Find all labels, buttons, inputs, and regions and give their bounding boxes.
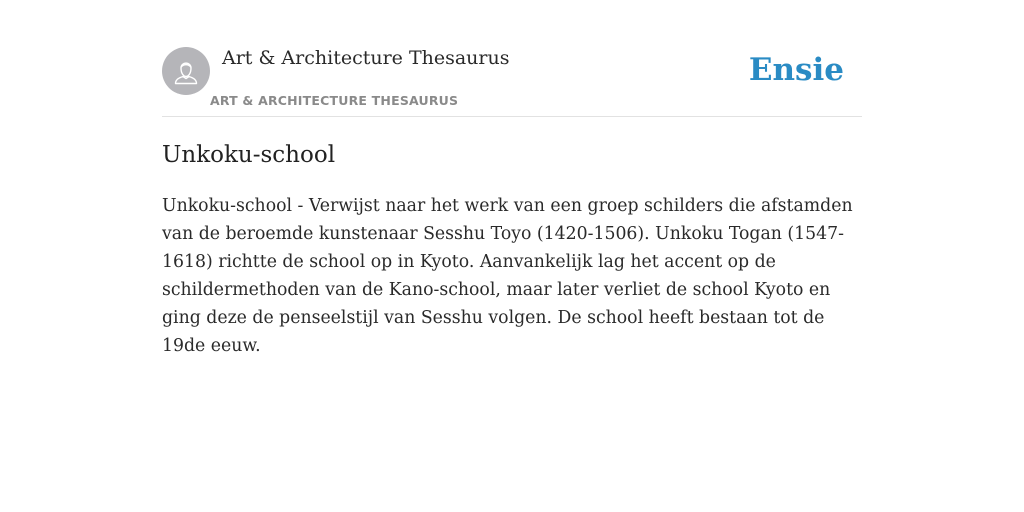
user-icon [162,47,210,95]
page-title: Unkoku-school [162,142,336,168]
source-subtitle: ART & ARCHITECTURE THESAURUS [210,93,459,108]
source-header [162,44,862,117]
ensie-logo[interactable]: Ensie [748,52,844,88]
source-title[interactable]: Art & Architecture Thesaurus [222,47,510,69]
avatar[interactable] [162,47,210,95]
entry-definition: Unkoku-school - Verwijst naar het werk van een groep schilders die afstamden van de beroemde kunstenaar Sesshu Toyo (1420-1506). Unkoku Togan (1547-1618) richtte de school op in Kyoto. Aanvankelijk lag het accent op de schildermethoden van de Kano-school, maar later verliet de school Kyoto en ging deze de penseelstijl van Sesshu volgen. De school heeft bestaan tot de 19de eeuw. [162,196,853,356]
